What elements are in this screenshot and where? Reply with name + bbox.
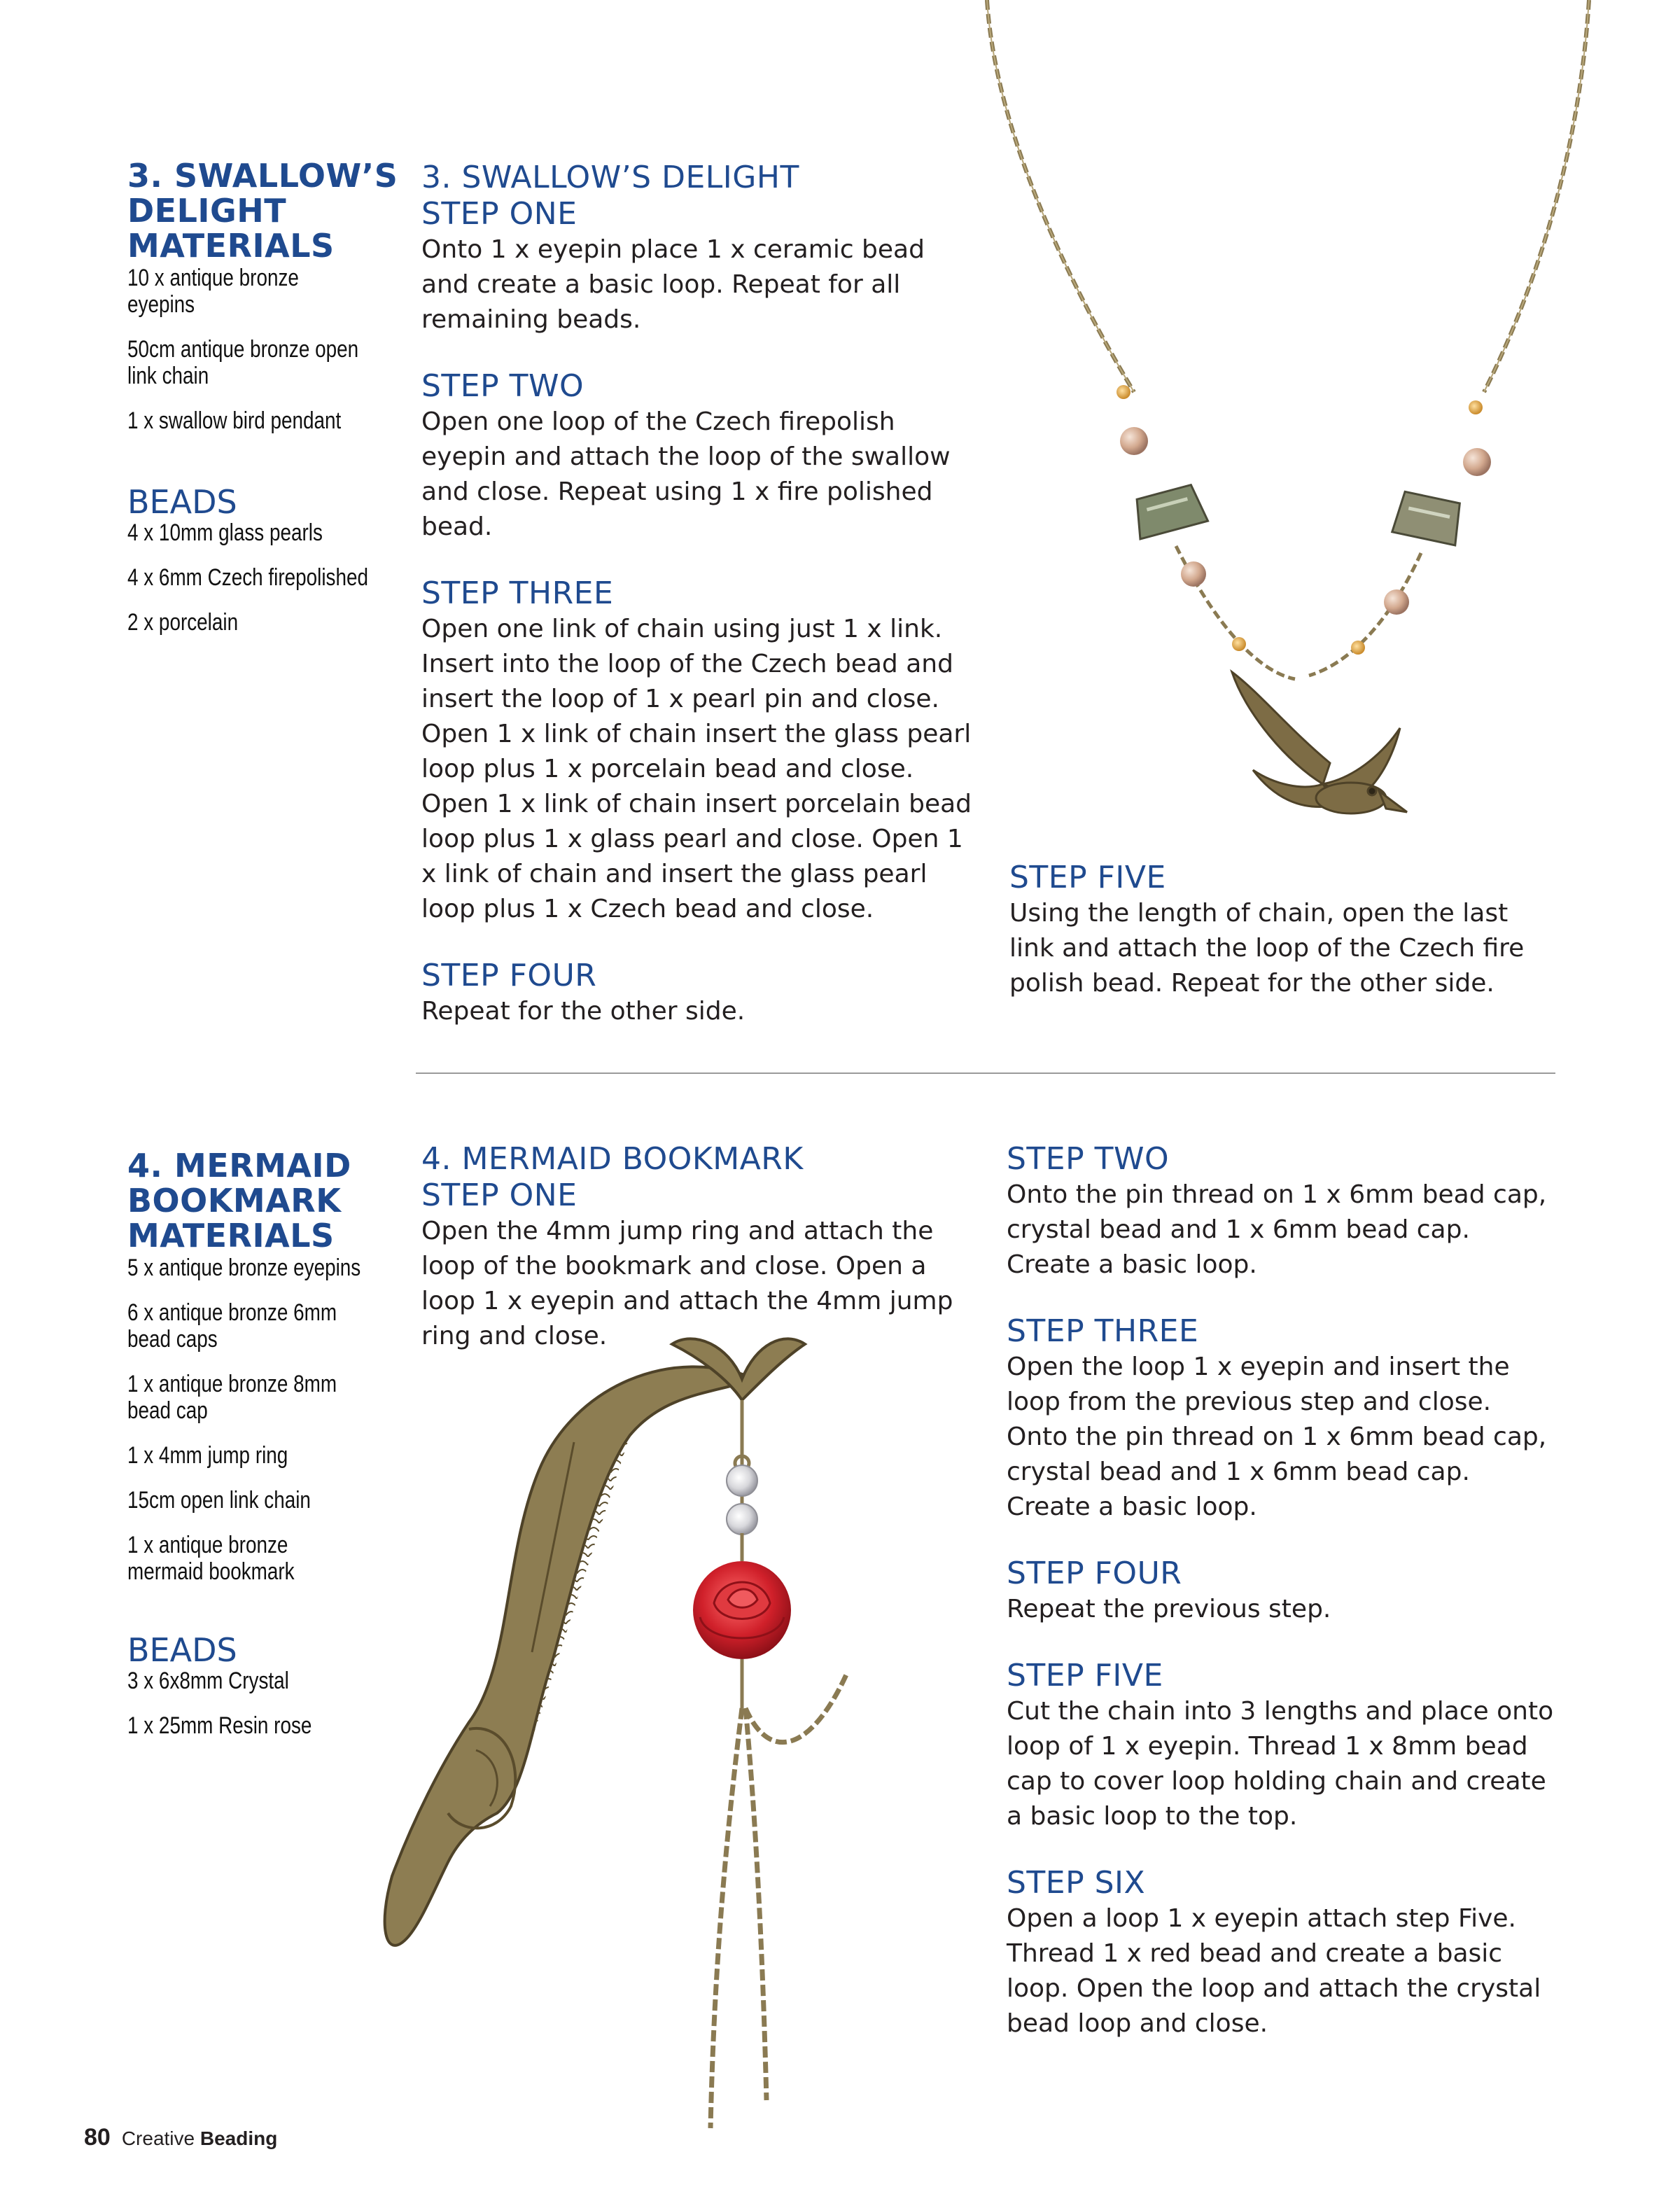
step-text: Open one link of chain using just 1 x link. Insert into the loop of the Czech bead and insert the loop of 1 x pearl pin and close. Open 1 x link of chain insert the glass pearl loop plus 1 x porcelain bead and close. Open 1 x link of chain insert porcelain bead loop plus 1 x glass pearl and close. Open 1 x link of chain and insert the glass pearl loop plus 1 x Czech bead and close. <box>421 615 972 923</box>
bead-item: 3 x 6x8mm Crystal <box>127 1668 289 1694</box>
section3-beads-heading: BEADS <box>127 483 237 521</box>
material-item: 6 x antique bronze 6mm bead caps <box>127 1299 337 1353</box>
material-item: 15cm open link chain <box>127 1487 311 1514</box>
section3-project-title: 3. SWALLOW’S DELIGHT <box>421 160 799 195</box>
swallow-necklace-image <box>966 0 1624 868</box>
material-item: 10 x antique bronze eyepins <box>127 265 299 318</box>
step-text: Open a loop 1 x eyepin attach step Five. Thread 1 x red bead and create a basic loop. Open the loop and attach the crystal bead loop and close. <box>1007 1904 1541 2038</box>
section3-sidebar <box>127 157 398 654</box>
material-item: 50cm antique bronze open link chain <box>127 336 359 389</box>
step-heading: STEP ONE <box>421 196 578 232</box>
material-item: 1 x antique bronze mermaid bookmark <box>127 1532 295 1585</box>
bead-item: 1 x 25mm Resin rose <box>127 1712 312 1739</box>
step-text: Using the length of chain, open the last link and attach the loop of the Czech fire polish bead. Repeat for the other side. <box>1009 899 1525 998</box>
section3-title-line: 3. SWALLOW’S <box>127 157 398 195</box>
section4-instructions-right <box>1007 1141 1560 2072</box>
section4-title-line: MATERIALS <box>127 1217 335 1255</box>
magazine-name: Beading <box>200 2127 278 2149</box>
section4-step-six <box>1007 1865 1560 2041</box>
step-heading: STEP TWO <box>421 368 584 404</box>
bead-item: 2 x porcelain <box>127 609 239 636</box>
section3-beads-list <box>127 519 393 636</box>
section3-step-one <box>421 196 974 337</box>
material-item: 1 x antique bronze 8mm bead cap <box>127 1371 337 1424</box>
section4-beads-list <box>127 1668 393 1739</box>
mermaid-bookmark-image <box>364 1330 994 2208</box>
section4-step-five <box>1007 1658 1560 1834</box>
page-number: 80 <box>84 2124 111 2151</box>
magazine-prefix: Creative <box>121 2127 195 2149</box>
step-text: Onto the pin thread on 1 x 6mm bead cap, crystal bead and 1 x 6mm bead cap. Create a basic loop. <box>1007 1180 1547 1279</box>
bead-item: 4 x 10mm glass pearls <box>127 519 323 546</box>
section4-step-one <box>421 1178 974 1354</box>
section4-step-three <box>1007 1313 1560 1525</box>
section4-sidebar <box>127 1148 393 1757</box>
section4-project-title: 4. MERMAID BOOKMARK <box>421 1141 804 1177</box>
step-heading: STEP TWO <box>1007 1141 1170 1177</box>
section3-materials-title <box>127 157 398 265</box>
section4-title-line: 4. MERMAID <box>127 1147 351 1185</box>
section4-step-two <box>1007 1141 1560 1283</box>
section3-step-two <box>421 368 974 545</box>
section4-materials-list <box>127 1255 393 1585</box>
section-divider <box>416 1072 1555 1074</box>
material-item: 5 x antique bronze eyepins <box>127 1255 361 1281</box>
step-heading: STEP THREE <box>421 575 614 611</box>
page-footer <box>84 2124 277 2151</box>
section3-materials-list <box>127 265 393 434</box>
section3-step-five <box>1009 860 1555 1032</box>
step-text: Open the 4mm jump ring and attach the loop of the bookmark and close. Open a loop 1 x eyepin and attach the 4mm jump ring and close. <box>421 1217 953 1350</box>
step-heading: STEP ONE <box>421 1178 578 1213</box>
step-heading: STEP FOUR <box>421 958 597 993</box>
section3-title-line: DELIGHT <box>127 192 287 230</box>
section3-step-four <box>421 958 974 1029</box>
step-heading: STEP FOUR <box>1007 1556 1182 1591</box>
section3-step-three <box>421 575 974 927</box>
step-text: Repeat for the other side. <box>421 997 746 1026</box>
step-text: Open one loop of the Czech firepolish eyepin and attach the loop of the swallow and close. Repeat using 1 x fire polished bead. <box>421 407 951 541</box>
step-text: Repeat the previous step. <box>1007 1595 1331 1623</box>
step-heading: STEP THREE <box>1007 1313 1199 1349</box>
step-heading: STEP FIVE <box>1009 860 1166 895</box>
step-text: Open the loop 1 x eyepin and insert the loop from the previous step and close. Onto the pin thread on 1 x 6mm bead cap, crystal bead and 1 x 6mm bead cap. Create a basic loop. <box>1007 1353 1547 1521</box>
section3-title-line: MATERIALS <box>127 227 335 265</box>
step-text: Cut the chain into 3 lengths and place onto loop of 1 x eyepin. Thread 1 x 8mm bead cap to cover loop holding chain and create a basic loop to the top. <box>1007 1697 1554 1831</box>
step-text: Onto 1 x eyepin place 1 x ceramic bead and create a basic loop. Repeat for all remaining beads. <box>421 235 925 334</box>
section3-instructions <box>421 160 974 1060</box>
step-heading: STEP FIVE <box>1007 1658 1163 1693</box>
section4-beads-heading: BEADS <box>127 1631 237 1669</box>
material-item: 1 x swallow bird pendant <box>127 407 342 434</box>
section4-materials-title <box>127 1148 393 1253</box>
bead-item: 4 x 6mm Czech firepolished <box>127 564 369 591</box>
step-heading: STEP SIX <box>1007 1865 1146 1901</box>
material-item: 1 x 4mm jump ring <box>127 1442 288 1469</box>
section4-step-four <box>1007 1556 1560 1627</box>
section4-title-line: BOOKMARK <box>127 1182 342 1220</box>
